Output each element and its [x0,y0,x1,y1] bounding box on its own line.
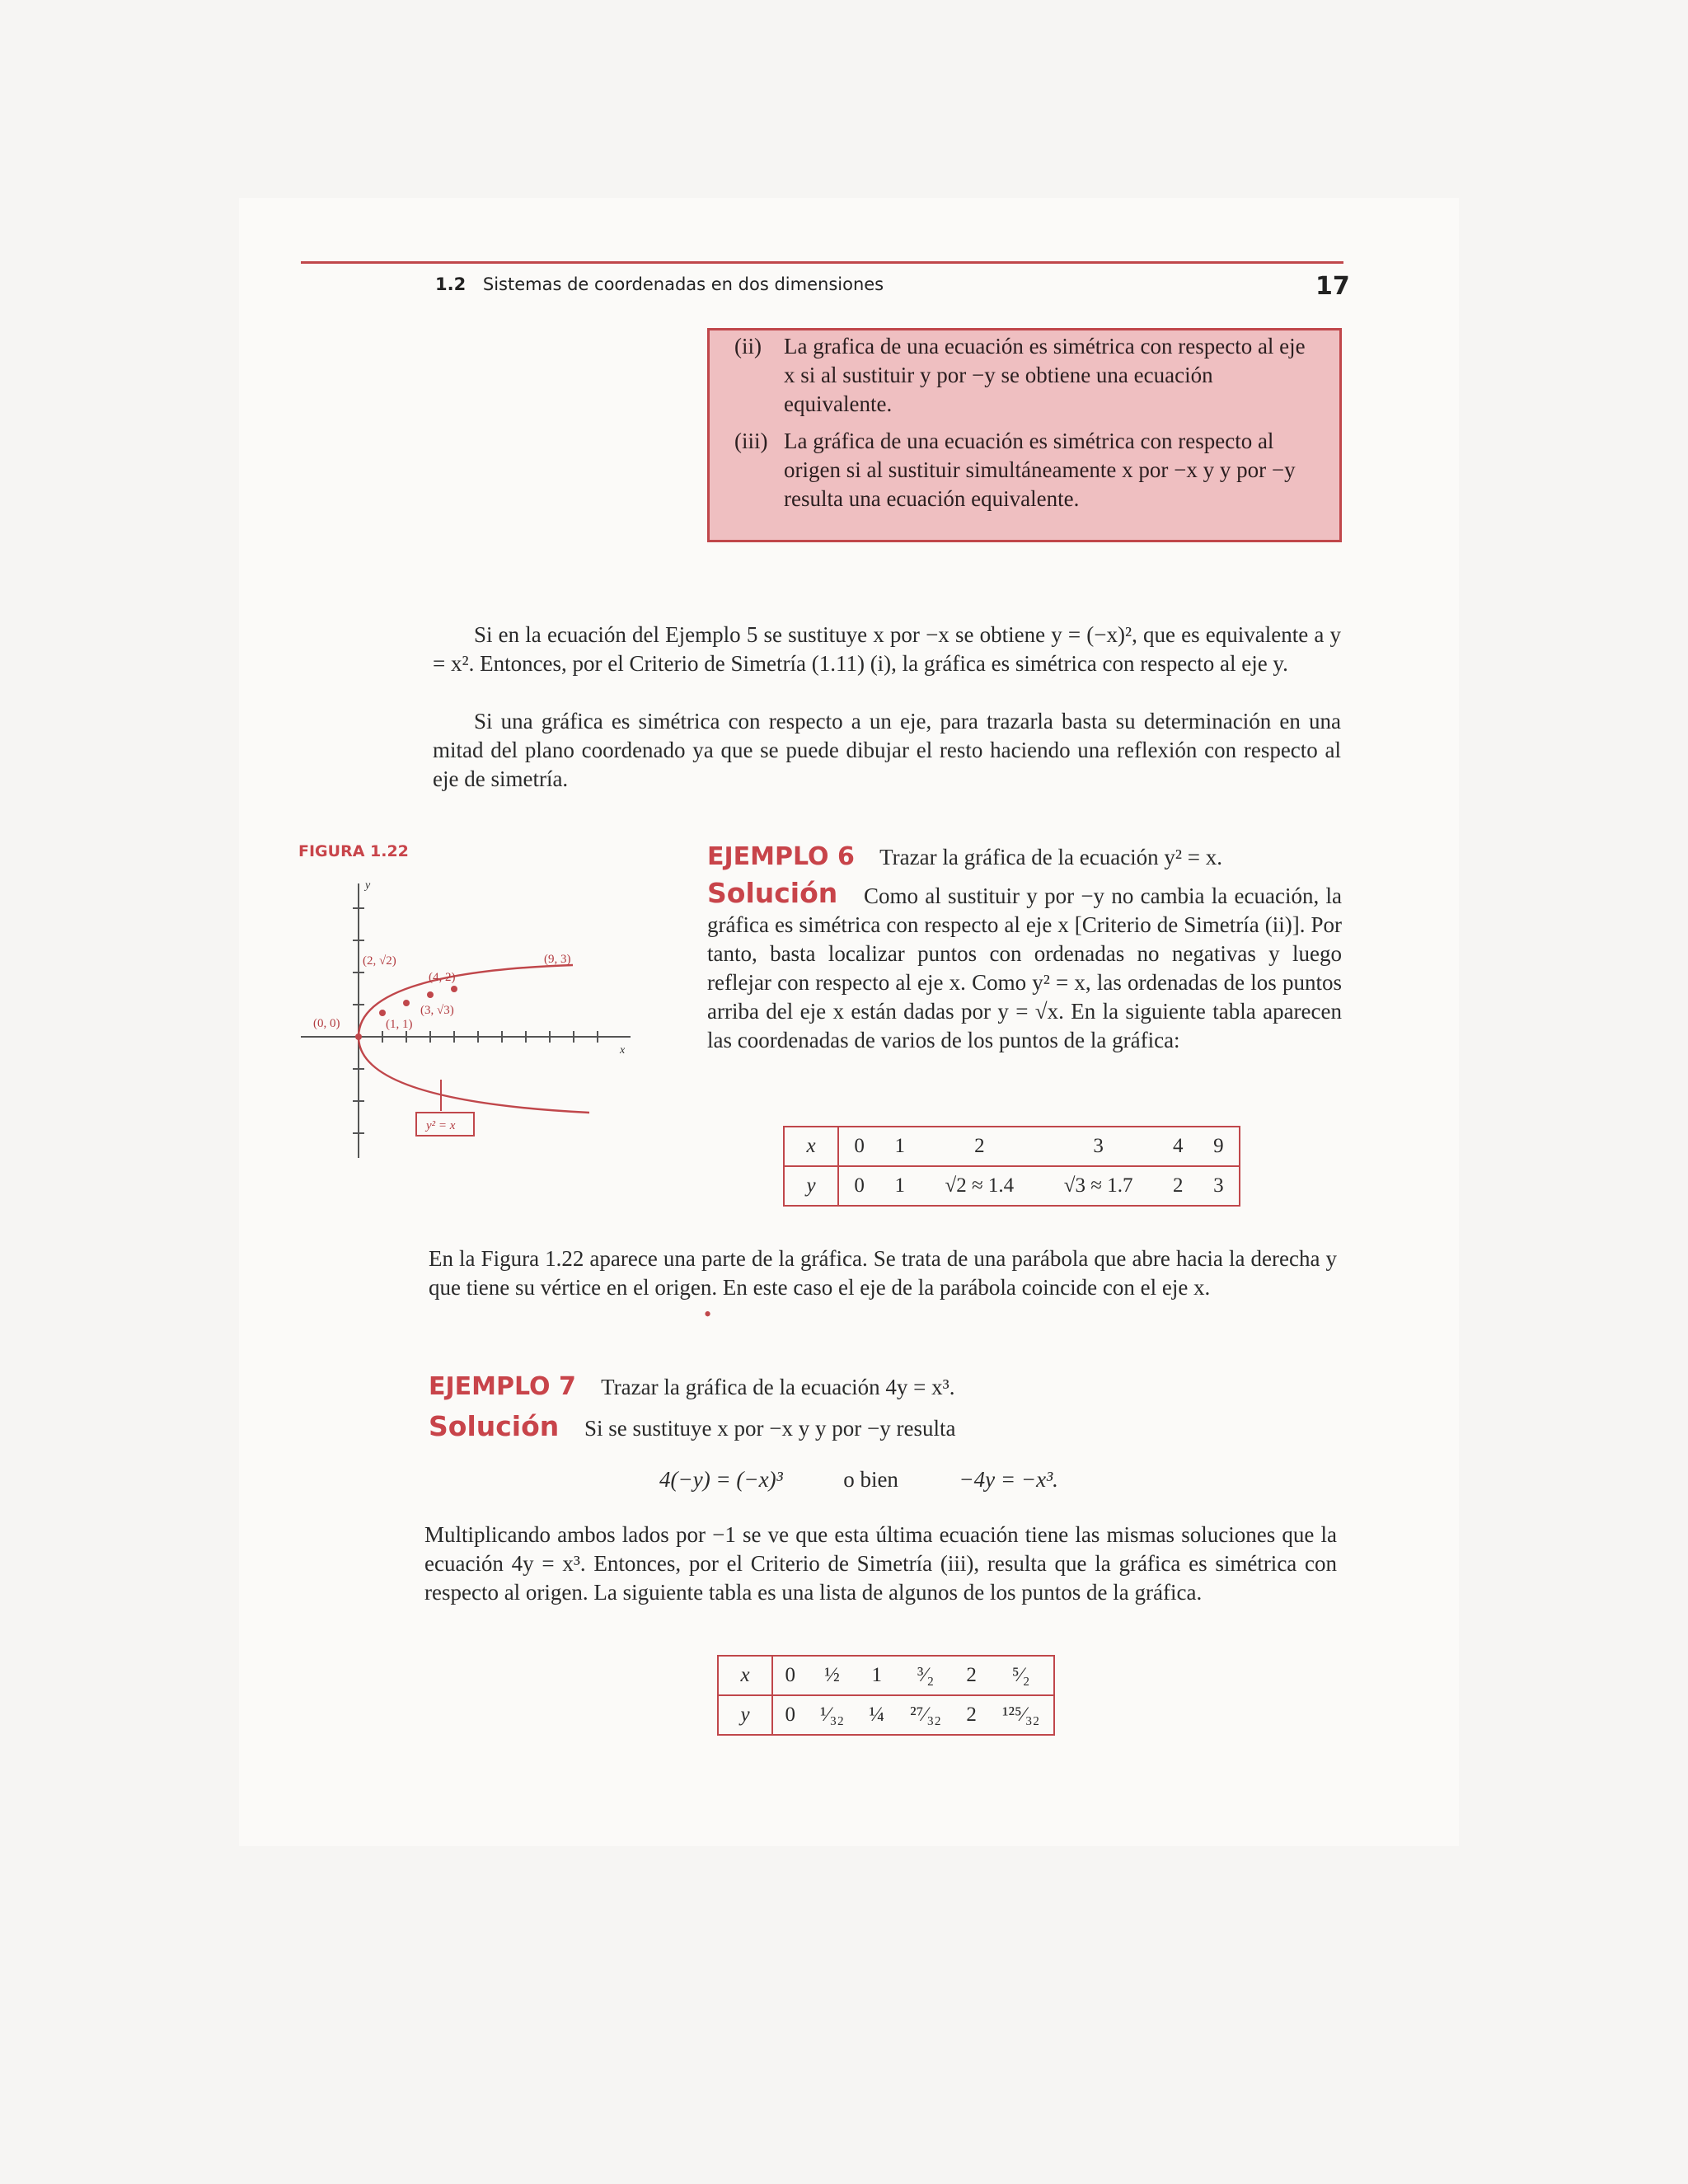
equation-right: −4y = −x³. [959,1467,1058,1492]
point-0-0 [355,1033,362,1040]
table-cell: 1 [857,1656,897,1695]
table-header-x: x [784,1127,838,1166]
table-header-y: y [784,1166,838,1206]
table-cell: 3 [1039,1127,1157,1166]
example-6-label: EJEMPLO 6 [707,842,855,871]
criterion-iii [734,427,1311,513]
table-cell: ¹⁄₃₂ [807,1695,856,1735]
point-label: (0, 0) [313,1017,340,1030]
end-of-example-mark: • [704,1302,712,1326]
point-2-sqrt2 [403,1000,410,1006]
example-6-values-table [783,1126,1240,1207]
table-cell: 0 [838,1166,879,1206]
solution-label: Solución [429,1410,560,1442]
criterion-number: (ii) [734,334,762,359]
table-cell: 2 [954,1656,988,1695]
figure-label: FIGURA 1.22 [298,842,409,860]
table-cell: 2 [954,1695,988,1735]
example-6-heading [707,842,1222,872]
table-cell: 1 [879,1166,920,1206]
paragraph-2: Si una gráfica es simétrica con respecto a un eje, para trazarla basta su determinación en una mitad del plano coordenado ya que se puede dibujar el resto haciendo una reflexión con respecto al eje de simetría. [433,709,1341,791]
equation-left: 4(−y) = (−x)³ [659,1467,783,1492]
table-header-x: x [718,1656,772,1695]
table-row-x [784,1127,1240,1166]
point-label: (9, 3) [544,953,571,966]
table-cell: 3 [1198,1166,1240,1206]
section-title: Sistemas de coordenadas en dos dimensiones [482,274,884,294]
criterion-text: La grafica de una ecuación es simétrica con respecto al eje x si al sustituir y por −y se obtiene una ecuación equivalente. [784,334,1306,416]
example-6-solution-heading [707,879,857,910]
table-cell: 0 [838,1127,879,1166]
table-cell: 2 [920,1127,1039,1166]
table-cell: ⁵⁄₂ [988,1656,1054,1695]
table-cell: 0 [772,1695,807,1735]
table-row-x [718,1656,1054,1695]
point-3-sqrt3 [427,991,434,998]
example-6-conclusion: En la Figura 1.22 aparece una parte de la gráfica. Se trata de una parábola que abre hacia la derecha y que tiene su vértice en el origen. En este caso el eje de la parábola coincide con el eje x. [429,1246,1337,1300]
parabola-lower-branch [359,1037,589,1113]
paragraph-1: Si en la ecuación del Ejemplo 5 se sustituye x por −x se obtiene y = (−x)², que es equivalente a y = x². Entonces, por el Criterio de Simetría (1.11) (i), la gráfica es simétrica con respecto al eje y. [433,622,1341,676]
table-cell: √3 ≈ 1.7 [1039,1166,1157,1206]
point-label: (1, 1) [386,1018,413,1031]
point-label: (2, √2) [363,954,396,968]
example-6-solution-text: Como al sustituir y por −y no cambia la ecuación, la gráfica es simétrica con respecto al eje x [Criterio de Simetría (ii)]. Por tanto, basta localizar puntos con ordenadas no negativas y luego reflejar con respecto al eje x. Como y² = x, las ordenadas de los puntos arriba del eje x están dadas por y = √x. En la siguiente tabla aparecen las coordenadas de varios de los puntos de la gráfica: [707,883,1342,1052]
example-7-solution-heading [429,1412,955,1443]
example-7-solution-text: Si se sustituye x por −x y y por −y resulta [584,1416,956,1441]
page-number: 17 [1315,272,1350,301]
example-6-statement: Trazar la gráfica de la ecuación y² = x. [879,845,1223,869]
running-head [435,274,884,294]
table-header-y: y [718,1695,772,1735]
equation-or: o bien [843,1467,898,1492]
example-7-explanation: Multiplicando ambos lados por −1 se ve que esta última ecuación tiene las mismas soluciones que la ecuación 4y = x³. Entonces, por el Criterio de Simetría (iii), resulta que la gráfica es simétrica con respecto al origen. La siguiente tabla es una lista de algunos de los puntos de la gráfica. [424,1522,1337,1605]
example-7-values-table [717,1655,1055,1736]
x-axis-label: x [620,1044,626,1057]
solution-label: Solución [707,877,838,909]
table-cell: ²⁷⁄₃₂ [897,1695,954,1735]
example-7-equation [659,1467,1058,1493]
table-cell: ³⁄₂ [897,1656,954,1695]
example-7-statement: Trazar la gráfica de la ecuación 4y = x³. [601,1375,955,1399]
table-cell: 4 [1158,1127,1198,1166]
header-rule [301,261,1343,264]
symmetry-criteria-box [707,328,1342,542]
table-cell: 0 [772,1656,807,1695]
table-row-y [784,1166,1240,1206]
point-label: (3, √3) [420,1004,454,1017]
figure-1-22 [297,874,643,1162]
equation-label: y² = x [426,1119,456,1132]
example-7-heading [429,1372,955,1402]
y-axis-label: y [365,879,371,892]
table-cell: 9 [1198,1127,1240,1166]
table-cell: 1 [879,1127,920,1166]
criterion-number: (iii) [734,429,768,453]
criterion-text: La gráfica de una ecuación es simétrica con respecto al origen si al sustituir simultáneamente x por −x y y por −y resulta una ecuación equivalente. [784,429,1296,511]
section-number: 1.2 [435,274,467,294]
point-label: (4, 2) [429,971,456,984]
table-cell: ¼ [857,1695,897,1735]
table-cell: ½ [807,1656,856,1695]
table-row-y [718,1695,1054,1735]
table-cell: √2 ≈ 1.4 [920,1166,1039,1206]
point-4-2 [451,986,457,992]
point-1-1 [379,1010,386,1016]
criterion-ii [734,332,1311,419]
example-7-label: EJEMPLO 7 [429,1372,576,1401]
table-cell: 2 [1158,1166,1198,1206]
table-cell: ¹²⁵⁄₃₂ [988,1695,1054,1735]
